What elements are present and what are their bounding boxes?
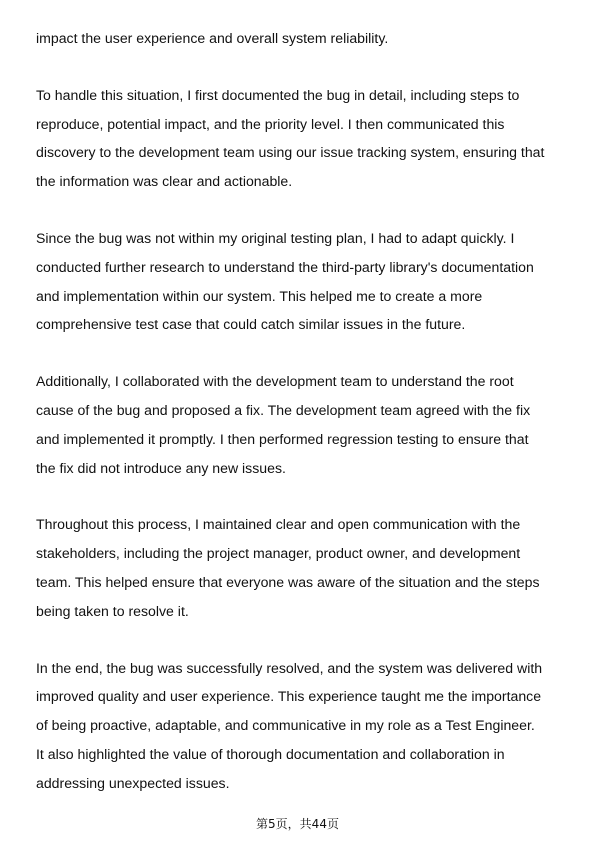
text-line: improved quality and user experience. This experience taught me the importance: [36, 688, 542, 705]
text-line: and implemented it promptly. I then performed regression testing to ensure that: [36, 430, 529, 447]
text-line: of being proactive, adaptable, and communicative in my role as a Test Engineer.: [36, 717, 535, 734]
text-line: To handle this situation, I first documented the bug in detail, including steps to: [36, 86, 520, 103]
text-line: the information was clear and actionable.: [36, 173, 293, 190]
paragraph-communication: [36, 510, 566, 625]
text-line: team. This helped ensure that everyone was aware of the situation and the steps: [36, 573, 540, 590]
paragraph-conclusion: [36, 654, 566, 798]
text-line: conducted further research to understand the third-party library's documentation: [36, 258, 534, 275]
text-line: comprehensive test case that could catch similar issues in the future.: [36, 316, 466, 333]
text-line: reproduce, potential impact, and the priority level. I then communicated this: [36, 115, 505, 132]
paragraph-intro-tail: [36, 24, 566, 53]
text-line: cause of the bug and proposed a fix. The development team agreed with the fix: [36, 401, 531, 418]
text-line: impact the user experience and overall system reliability.: [36, 30, 389, 46]
text-line: the fix did not introduce any new issues.: [36, 459, 286, 476]
text-line: In the end, the bug was successfully resolved, and the system was delivered with: [36, 659, 543, 676]
document-body: [36, 24, 566, 826]
text-line: Since the bug was not within my original testing plan, I had to adapt quickly. I: [36, 229, 515, 246]
text-line: being taken to resolve it.: [36, 602, 189, 619]
text-line: and implementation within our system. This helped me to create a more: [36, 287, 483, 304]
text-line: addressing unexpected issues.: [36, 774, 230, 791]
page-number-footer: 第5页，共44页: [256, 817, 339, 831]
paragraph-handling: [36, 81, 566, 196]
paragraph-collaboration: [36, 367, 566, 482]
text-line: It also highlighted the value of thorough documentation and collaboration in: [36, 745, 505, 762]
paragraph-adapt: [36, 224, 566, 339]
text-line: Throughout this process, I maintained clear and open communication with the: [36, 516, 521, 533]
text-line: Additionally, I collaborated with the development team to understand the root: [36, 373, 514, 390]
text-line: discovery to the development team using our issue tracking system, ensuring that: [36, 144, 545, 161]
text-line: stakeholders, including the project manager, product owner, and development: [36, 545, 521, 562]
